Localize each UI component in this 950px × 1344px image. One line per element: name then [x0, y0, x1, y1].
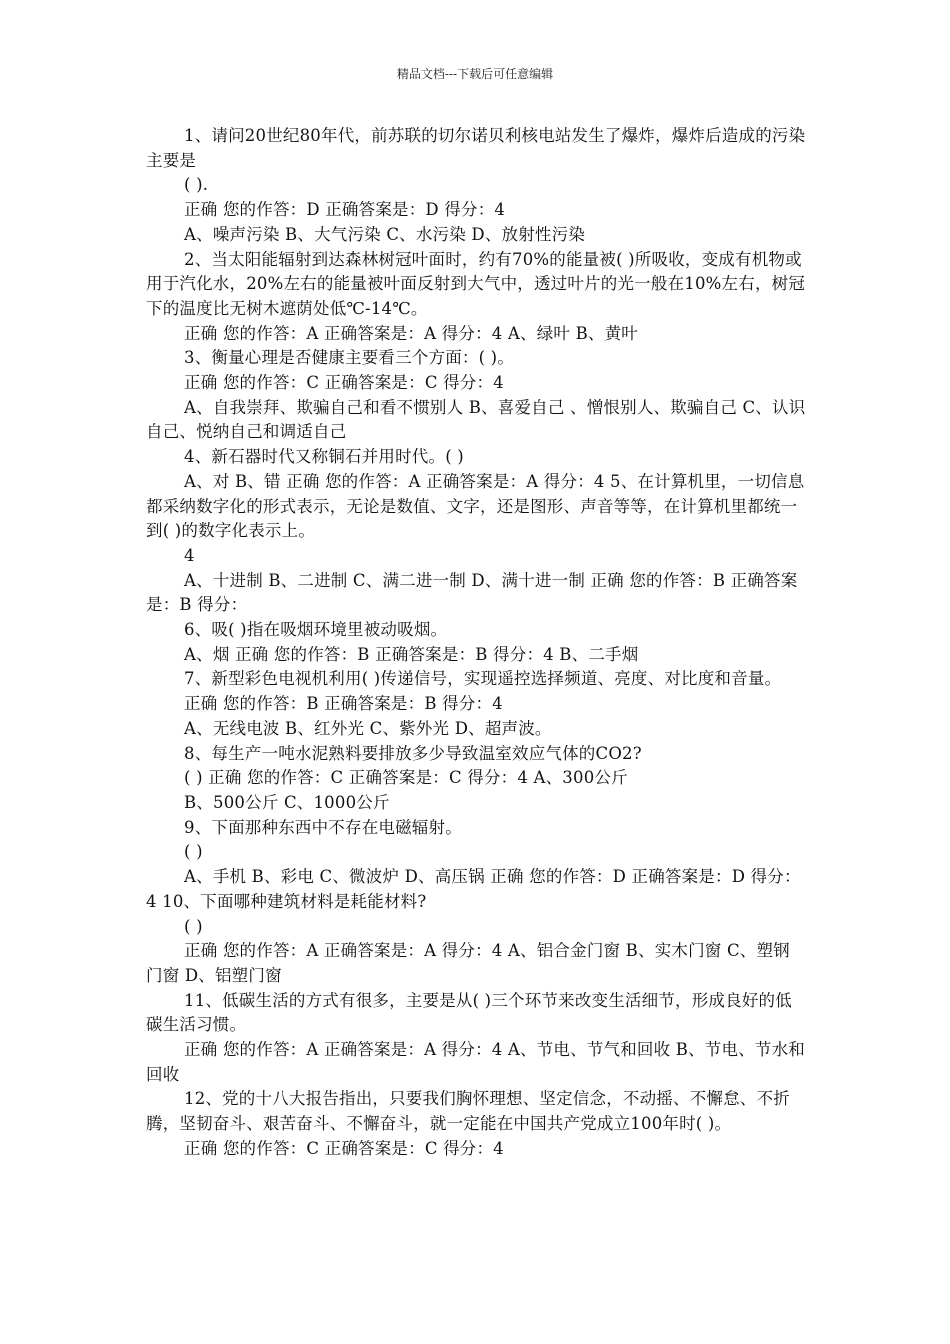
paragraph: ( ) — [184, 842, 203, 862]
paragraph: A、对 B、错 正确 您的作答：A 正确答案是：A 得分：4 5、在计算机里，一切信息都采纳数字化的形式表示，无论是数值、文字，还是图形、声音等等，在计算机里都统一到( )的数字化表示上。 — [146, 471, 805, 541]
paragraph: 11、低碳生活的方式有很多，主要是从( )三个环节来改变生活细节，形成良好的低碳生活习惯。 — [146, 990, 792, 1035]
paragraph: A、十进制 B、二进制 C、满二进一制 D、满十进一制 正确 您的作答：B 正确答案是：B 得分： — [146, 570, 798, 615]
paragraph: ( ). — [184, 175, 209, 195]
paragraph: A、噪声污染 B、大气污染 C、水污染 D、放射性污染 — [184, 224, 586, 244]
paragraph: 9、下面那种东西中不存在电磁辐射。 — [184, 817, 462, 837]
paragraph: ( ) — [184, 916, 203, 936]
paragraph: 正确 您的作答：C 正确答案是：C 得分：4 — [184, 373, 504, 393]
paragraph: 2、当太阳能辐射到达森林树冠叶面时，约有70%的能量被( )所吸收，变成有机物或用于汽化水，20%左右的能量被叶面反射到大气中，透过叶片的光一般在10%左右，树冠下的温度比无树木遮荫处低℃-14℃。 — [146, 249, 806, 318]
paragraph: A、手机 B、彩电 C、微波炉 D、高压锅 正确 您的作答：D 正确答案是：D 得分：4 10、下面哪种建筑材料是耗能材料? — [146, 867, 801, 911]
paragraph: 7、新型彩色电视机利用( )传递信号，实现遥控选择频道、亮度、对比度和音量。 — [184, 669, 782, 689]
paragraph: A、烟 正确 您的作答：B 正确答案是：B 得分：4 B、二手烟 — [184, 644, 639, 664]
paragraph: ( ) 正确 您的作答：C 正确答案是：C 得分：4 A、300公斤 — [184, 768, 628, 788]
paragraph: 正确 您的作答：D 正确答案是：D 得分：4 — [184, 200, 506, 220]
paragraph: 1、请问20世纪80年代，前苏联的切尔诺贝利核电站发生了爆炸，爆炸后造成的污染主要是 — [146, 126, 806, 170]
page-header: 精品文档---下载后可任意编辑 — [396, 67, 554, 81]
paragraph: 4 — [184, 545, 195, 565]
paragraph: 正确 您的作答：A 正确答案是：A 得分：4 A、绿叶 B、黄叶 — [184, 323, 638, 343]
paragraph: 正确 您的作答：B 正确答案是：B 得分：4 — [184, 694, 503, 714]
paragraph: 3、衡量心理是否健康主要看三个方面：( )。 — [184, 348, 515, 368]
paragraph: 12、党的十八大报告指出，只要我们胸怀理想、坚定信念，不动摇、不懈怠、不折腾，坚韧奋斗、艰苦奋斗、不懈奋斗，就一定能在中国共产党成立100年时( )。 — [146, 1089, 790, 1134]
paragraph: 4、新石器时代又称铜石并用时代。( ) — [184, 447, 464, 467]
paragraph: 正确 您的作答：C 正确答案是：C 得分：4 — [184, 1138, 504, 1158]
paragraph: 正确 您的作答：A 正确答案是：A 得分：4 A、铝合金门窗 B、实木门窗 C、塑钢门窗 D、铝塑门窗 — [146, 941, 790, 985]
document-body — [146, 124, 806, 1162]
paragraph: A、自我崇拜、欺骗自己和看不惯别人 B、喜爱自己 、憎恨别人、欺骗自己 C、认识自己、悦纳自己和调适自己 — [146, 397, 806, 442]
paragraph: A、无线电波 B、红外光 C、紫外光 D、超声波。 — [184, 718, 552, 738]
paragraph: 8、每生产一吨水泥熟料要排放多少导致温室效应气体的CO2? — [184, 743, 642, 763]
paragraph: 6、吸( )指在吸烟环境里被动吸烟。 — [184, 620, 448, 640]
paragraph: B、500公斤 C、1000公斤 — [184, 792, 390, 812]
paragraph: 正确 您的作答：A 正确答案是：A 得分：4 A、节电、节气和回收 B、节电、节水和回收 — [146, 1040, 805, 1084]
